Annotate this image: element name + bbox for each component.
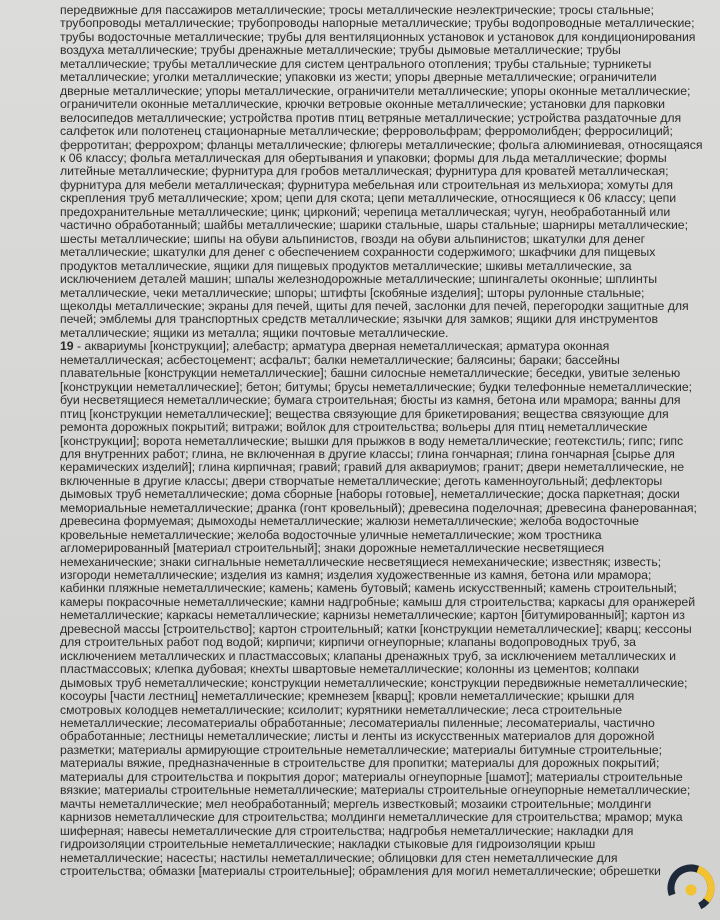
- text-line: [конструкции неметаллические]; бетон; битумы; брусы неметаллические; будки телефонные неметаллические;: [60, 379, 693, 394]
- text-line: печей; эмблемы для транспортных средств металлические; язычки для замков; ящики для инструментов: [60, 312, 658, 327]
- text-line: скрепления труб металлические; хром; цепи для скота; цепи металлические, относящиеся к 06 классу; цепи: [60, 191, 677, 206]
- text-line: древесной массы [строительство]; картон строительный; катки [конструкции неметаллические]; кварц; кессоны: [60, 621, 692, 636]
- text-line: древесина формуемая; дымоходы неметаллические; жалюзи неметаллические; желоба водосточные: [60, 514, 639, 529]
- text-line: металлические; ящики из металла; ящики почтовые металлические.: [60, 325, 449, 340]
- text-line: шесты металлические; шипы на обуви альпинистов, гвозди на обуви альпинистов; шкатулки для денег: [60, 231, 646, 246]
- text-line: ограничители оконные металлические, крючки ветровые оконные металлические; установки для парковки: [60, 97, 665, 112]
- text-line: фурнитура для мебели металлическая; фурнитура мебельная или строительная из мельхиора; хомуты для: [60, 177, 673, 192]
- logo-inner-dot: [686, 885, 697, 896]
- text-line: кабинки пляжные неметаллические; камень; камень бутовый; камень искусственный; камень строительный;: [60, 581, 677, 596]
- text-line: неметаллические; лесоматериалы обработанные; лесоматериалы пиленные; лесоматериалы, частично: [60, 716, 655, 731]
- text-line: велосипедов металлические; устройства против птиц ветряные металлические; устройства раздаточные для: [60, 110, 682, 125]
- text-line: трубы водосточные металлические; трубы для вентиляционных установок и установок для кондиционирования: [60, 29, 696, 44]
- text-line: дверные металлические; упоры металлические, ограничители металлические; упоры оконные металлические;: [60, 83, 691, 98]
- text-line: косоуры [части лестниц] неметаллические; кремнезем [кварц]; кровли неметаллические; крышки для: [60, 689, 635, 704]
- text-line: гидроизоляции строительные неметаллические; накладки стыковые для гидроизоляции крыш: [60, 837, 596, 852]
- section-19-number: 19: [60, 339, 74, 354]
- text-line: неметаллические; каркасы неметаллические; карнизы неметаллические; картон [битумированный]; картон из: [60, 608, 685, 623]
- text-line: мемориальные неметаллические; дранка (гонт кровельный); древесина поделочная; древесина фанерованная;: [60, 500, 697, 515]
- text-line: немеханические; знаки сигнальные неметаллические несветящиеся немеханические; известняк; известь;: [60, 554, 662, 569]
- text-line: изгороди неметаллические; изделия из камня; изделия художественные из камня, бетона или мрамора;: [60, 568, 652, 583]
- text-line: передвижные для пассажиров металлические; тросы металлические неэлектрические; тросы стальные;: [60, 3, 654, 17]
- text-line: литейные металлические; фурнитура для гробов металлическая; фурнитура для кроватей металлическая;: [60, 164, 669, 179]
- document-text: [60, 3, 703, 878]
- text-line: металлические; трубы металлические для систем центрального отопления; трубы стальные; турникеты: [60, 56, 652, 71]
- text-line: строительства; обмазки [материалы строительные]; обрамления для могил неметаллические; обрешетки: [60, 864, 661, 878]
- text-line: разметки; материалы армирующие строительные неметаллические; материалы битумные строительные;: [60, 742, 662, 757]
- text-line: [конструкции]; ворота неметаллические; вышки для прыжков в воду неметаллические; геотекстиль; гипс; гипс: [60, 433, 684, 448]
- text-line: предохранительные металлические; цинк; цирконий; черепица металлическая; чугун, необработанный или: [60, 204, 671, 219]
- text-line: исключением деталей машин; шпалы железнодорожные металлические; шпингалеты оконные; шплинты: [60, 272, 658, 287]
- text-line: керамических изделий]; глина кирпичная; гравий; гравий для аквариумов; гранит; двери неметаллические, не: [60, 460, 685, 475]
- text-line: материалы для строительства и покрытия дорог; материалы огнеупорные [шамот]; материалы строительные: [60, 769, 683, 784]
- text-line: материалы вяжие, предназначенные в строительстве для пропитки; материалы для дорожных покрытий;: [60, 756, 660, 771]
- text-line: металлические; шкатулки для денег с обеспечением сохранности содержимого; шкафчики для пищевых: [60, 245, 656, 260]
- text-line: металлические, чеки металлические; шпоры; штифты [скобяные изделия]; шторы рулонные стальные;: [60, 285, 645, 300]
- text-line: буи несветящиеся неметаллические; бумага строительная; бюсты из камня, бетона или мрамора; ванны для: [60, 393, 681, 408]
- text-line: воздуха металлические; трубы дренажные металлические; трубы дымовые металлические; трубы: [60, 43, 621, 58]
- text-line: карнизов неметаллические для строительства; молдинги неметаллические для строительства; мрамор; мука: [60, 810, 683, 825]
- text-line: вязкие; материалы строительные неметаллические; материалы строительные огнеупорные неметаллические;: [60, 783, 691, 798]
- section-19-heading-line: [60, 340, 688, 353]
- text-line: ферротитан; феррохром; фланцы металлические; флюгеры металлические; фольга алюминиевая, относящаяся: [60, 137, 703, 152]
- text-line: неметаллические; насесты; настилы неметаллические; облицовки для стен неметаллические для: [60, 850, 618, 865]
- text-line: продуктов металлические, ящики для пищевых продуктов металлические; шкивы металлические, за: [60, 258, 632, 273]
- text-line: неметаллическая; асбестоцемент; асфальт; балки неметаллические; балясины; бараки; бассейны: [60, 352, 620, 367]
- text-line: смотровых колодцев неметаллические; ксилолит; курятники неметаллические; леса строительные: [60, 702, 623, 717]
- section-19-text: [60, 352, 697, 879]
- text-line: салфеток или полотенец стационарные металлические; ферровольфрам; ферромолибден; ферросилиций;: [60, 124, 673, 139]
- text-line: для строительных работ под водой; кирпичи; кирпичи огнеупорные; клапаны водопроводных труб, за: [60, 635, 636, 650]
- section-19-first-line: - аквариумы [конструкции]; алебастр; арматура дверная неметаллическая; арматура оконная: [73, 339, 610, 354]
- circle-logo-icon: [666, 863, 716, 913]
- text-line: кровельные неметаллические; желоба водосточные уличные неметаллические; жом тростника: [60, 527, 602, 542]
- text-line: птиц [конструкции неметаллические]; вещества связующие для брикетирования; вещества связующие для: [60, 406, 669, 421]
- text-line: частично обработанный; шайбы металлические; шарики стальные, шары стальные; шарниры металлические;: [60, 218, 688, 233]
- section-18-text: [60, 3, 703, 340]
- text-line: плавательные [конструкции неметаллические]; башни силосные неметаллические; беседки, увитые зеленью: [60, 366, 681, 381]
- text-line: исключением металлических и пластмассовых; клапаны дренажных труб, за исключением металлических и: [60, 648, 676, 663]
- text-line: для внутренних работ; глина, не включенная в другие классы; глина гончарная; глина гончарная [сырье для: [60, 446, 675, 461]
- text-line: включенные в другие классы; двери створчатые неметаллические; деготь каменноугольный; дефлекторы: [60, 473, 663, 488]
- text-line: пластмассовых; клепка дубовая; кнехты швартовые неметаллические; колонны из цементов; колпаки: [60, 662, 640, 677]
- text-line: щеколды металлические; экраны для печей, щиты для печей, заслонки для печей, перегородки защитные для: [60, 298, 689, 313]
- text-line: камеры покрасочные неметаллические; камни надгробные; камыш для строительства; каркасы для оранжерей: [60, 594, 696, 609]
- text-line: трубопроводы металлические; трубопроводы напорные металлические; трубы водопроводные металлические;: [60, 16, 695, 31]
- text-line: дымовых труб неметаллические; дома сборные [наборы готовые], неметаллические; доска паркетная; доски: [60, 487, 680, 502]
- text-line: дымовых труб неметаллические; конструкции неметаллические; конструкции передвижные неметаллические;: [60, 675, 688, 690]
- text-line: металлические; уголки металлические; упаковки из жести; упоры дверные металлические; ограничители: [60, 70, 657, 85]
- text-line: агломерированный [материал строительный]; знаки дорожные неметаллические несветящиеся: [60, 541, 605, 556]
- text-line: к 06 классу; фольга металлическая для обертывания и упаковки; формы для льда металлические; формы: [60, 150, 667, 165]
- text-line: обработанные; лестницы неметаллические; листы и ленты из искусственных материалов для дорожной: [60, 729, 655, 744]
- text-line: шиферная; навесы неметаллические для строительства; надгробья неметаллические; накладки для: [60, 823, 634, 838]
- text-line: мачты неметаллические; мел необработанный; мергель известковый; мозаики строительные; молдинги: [60, 796, 652, 811]
- text-line: ремонта дорожных покрытий; витражи; войлок для строительства; вольеры для птиц неметаллические: [60, 420, 648, 435]
